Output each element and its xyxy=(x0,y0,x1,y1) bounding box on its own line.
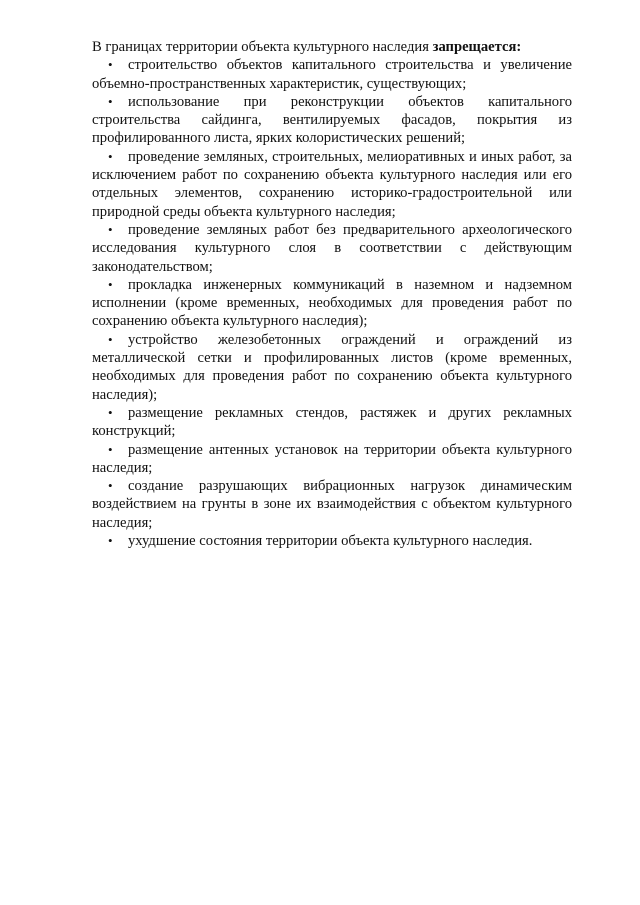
bullet-icon: • xyxy=(108,148,113,164)
list-item xyxy=(92,148,572,221)
prohibitions-list xyxy=(92,56,572,550)
bullet-icon: • xyxy=(108,57,113,73)
list-item xyxy=(92,93,572,148)
document-page xyxy=(92,38,572,550)
list-item-text: строительство объектов капитального строительства и увеличение объемно-пространственных характеристик, существующих; xyxy=(92,57,572,92)
bullet-icon: • xyxy=(108,331,113,347)
list-item-text: размещение антенных установок на территории объекта культурного наследия; xyxy=(92,441,572,476)
bullet-icon: • xyxy=(108,441,113,457)
list-item-text: проведение земляных, строительных, мелиоративных и иных работ, за исключением работ по сохранению объекта культурного наследия или его отдельных элементов, сохранению историко-градостроительной или природной среды объекта культурного наследия; xyxy=(92,148,572,220)
list-item-text: размещение рекламных стендов, растяжек и других рекламных конструкций; xyxy=(92,404,572,440)
bullet-icon: • xyxy=(108,404,113,420)
list-item xyxy=(92,276,572,331)
list-item xyxy=(92,221,572,276)
list-item-text: проведение земляных работ без предварительного археологического исследования культурного слоя в соответствии с действующим законодательством; xyxy=(92,221,572,275)
bullet-icon: • xyxy=(108,221,113,237)
intro-bold-text: запрещается: xyxy=(432,39,522,55)
list-item xyxy=(92,404,572,441)
list-item xyxy=(92,477,572,532)
intro-paragraph xyxy=(92,38,572,56)
list-item-text: создание разрушающих вибрационных нагрузок динамическим воздействием на грунты в зоне их взаимодействия с объектом культурного наследия; xyxy=(92,478,572,531)
list-item-text: использование при реконструкции объектов капитального строительства сайдинга, вентилируемых фасадов, покрытия из профилированного листа, ярких колористических решений; xyxy=(92,93,572,147)
list-item xyxy=(92,532,572,550)
bullet-icon: • xyxy=(108,93,113,109)
list-item xyxy=(92,441,572,478)
list-item xyxy=(92,56,572,93)
bullet-icon: • xyxy=(108,478,113,494)
bullet-icon: • xyxy=(108,533,113,549)
bullet-icon: • xyxy=(108,276,113,292)
list-item-text: устройство железобетонных ограждений и ограждений из металлической сетки и профилированных листов (кроме временных, необходимых для проведения работ по сохранению объекта культурного наследия); xyxy=(92,331,572,403)
intro-text: В границах территории объекта культурного наследия xyxy=(92,39,433,55)
list-item xyxy=(92,331,572,404)
list-item-text: ухудшение состояния территории объекта культурного наследия. xyxy=(128,533,533,550)
list-item-text: прокладка инженерных коммуникаций в наземном и надземном исполнении (кроме временных, необходимых для проведения работ по сохранению объекта культурного наследия); xyxy=(92,276,572,330)
